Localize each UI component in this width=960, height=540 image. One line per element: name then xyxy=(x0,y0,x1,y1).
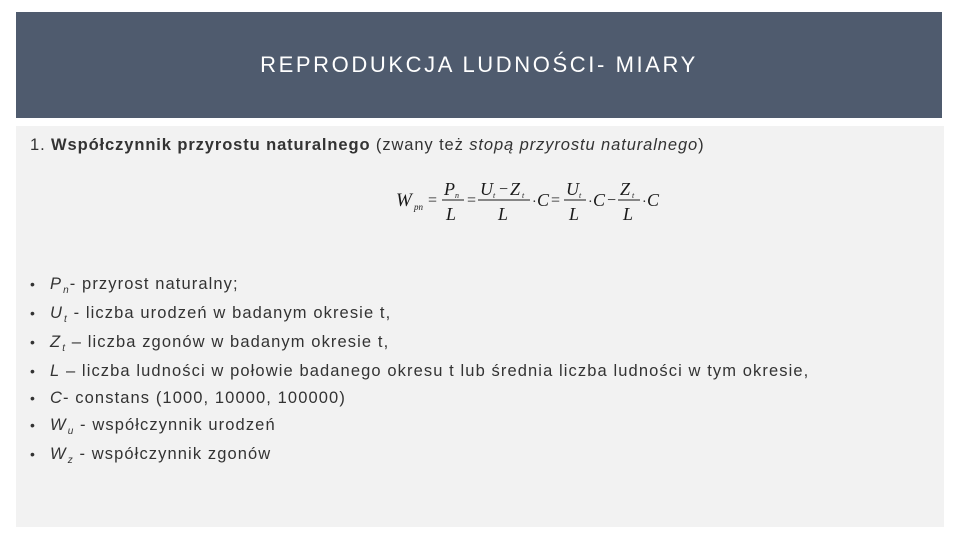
formula-c-3: C xyxy=(647,190,660,210)
intro-number: 1. xyxy=(30,136,46,154)
bullet-dot-icon: • xyxy=(30,390,37,406)
bullet-dot-icon: • xyxy=(30,276,37,292)
formula-zt-sub-2: t xyxy=(632,191,635,200)
list-item xyxy=(30,300,930,329)
formula-zt-1: Z xyxy=(510,179,521,199)
formula-dot-1: · xyxy=(532,195,537,210)
formula-ut-sub-2: t xyxy=(579,191,582,200)
formula-zt-sub-1: t xyxy=(522,191,525,200)
term-description: - liczba urodzeń w badanym okresie t, xyxy=(67,304,392,322)
formula-lhs-sub: pn xyxy=(414,202,423,212)
formula-ut-sub-1: t xyxy=(493,191,496,200)
term-description: - współczynnik urodzeń xyxy=(74,416,276,434)
title-banner xyxy=(16,12,942,118)
intro-italic-term: stopą przyrostu naturalnego xyxy=(469,136,699,154)
term-symbol: Z xyxy=(50,333,62,351)
term-subscript: t xyxy=(64,314,68,325)
list-item xyxy=(30,385,930,412)
formula-lhs: W xyxy=(396,190,412,211)
formula-eq-1: = xyxy=(428,192,438,209)
term-symbol: P xyxy=(50,275,63,293)
list-item xyxy=(30,329,930,358)
formula-pn: P xyxy=(444,179,455,199)
definitions-list xyxy=(30,271,930,470)
formula-den-1: L xyxy=(446,204,457,224)
term-description: - przyrost naturalny; xyxy=(69,275,239,293)
formula-c-2: C xyxy=(593,190,606,210)
formula-dot-2: · xyxy=(588,195,593,210)
bullet-dot-icon: • xyxy=(30,446,37,462)
list-item xyxy=(30,441,930,470)
list-item xyxy=(30,412,930,441)
intro-closing: ) xyxy=(698,136,705,154)
term-symbol: C xyxy=(50,389,64,407)
term-description: – liczba ludności w połowie badanego okresu t lub średnia liczba ludności w tym okresie, xyxy=(60,362,810,380)
slide-title: REPRODUKCJA LUDNOŚCI- MIARY xyxy=(260,52,698,77)
formula-den-2: L xyxy=(498,204,509,224)
formula-pn-sub: n xyxy=(455,191,459,200)
formula-den-4: L xyxy=(623,204,634,224)
term-symbol: U xyxy=(50,304,64,322)
term-subscript: t xyxy=(62,343,67,354)
bullet-dot-icon: • xyxy=(30,305,37,321)
content-panel xyxy=(16,126,944,527)
formula-c-1: C xyxy=(537,190,550,210)
formula-eq-3: = xyxy=(551,192,561,209)
formula-ut-2: U xyxy=(566,179,579,199)
bullet-dot-icon: • xyxy=(30,334,37,350)
intro-line xyxy=(30,136,705,155)
term-description: – liczba zgonów w badanym okresie t, xyxy=(66,333,390,351)
bullet-dot-icon: • xyxy=(30,417,37,433)
formula-den-3: L xyxy=(569,204,580,224)
intro-bold-term: Współczynnik przyrostu naturalnego xyxy=(51,136,371,154)
formula-eq-2: = xyxy=(467,192,477,209)
formula-minus-1: − xyxy=(499,181,509,198)
term-symbol: W xyxy=(50,445,67,463)
intro-plain: (zwany też xyxy=(375,136,464,154)
formula-image xyxy=(394,170,664,230)
formula-zt-2: Z xyxy=(620,179,631,199)
term-description: - constans (1000, 10000, 100000) xyxy=(63,389,346,407)
term-symbol: W xyxy=(50,416,67,434)
bullet-dot-icon: • xyxy=(30,363,37,379)
list-item xyxy=(30,271,930,300)
formula-ut-1: U xyxy=(480,179,493,199)
term-subscript: u xyxy=(67,426,75,437)
term-subscript: z xyxy=(67,455,74,466)
formula-minus-2: − xyxy=(607,192,617,209)
list-item xyxy=(30,358,930,385)
term-symbol: L xyxy=(50,362,61,380)
term-subscript: n xyxy=(63,285,70,296)
term-description: - współczynnik zgonów xyxy=(73,445,272,463)
formula-dot-3: · xyxy=(642,195,647,210)
